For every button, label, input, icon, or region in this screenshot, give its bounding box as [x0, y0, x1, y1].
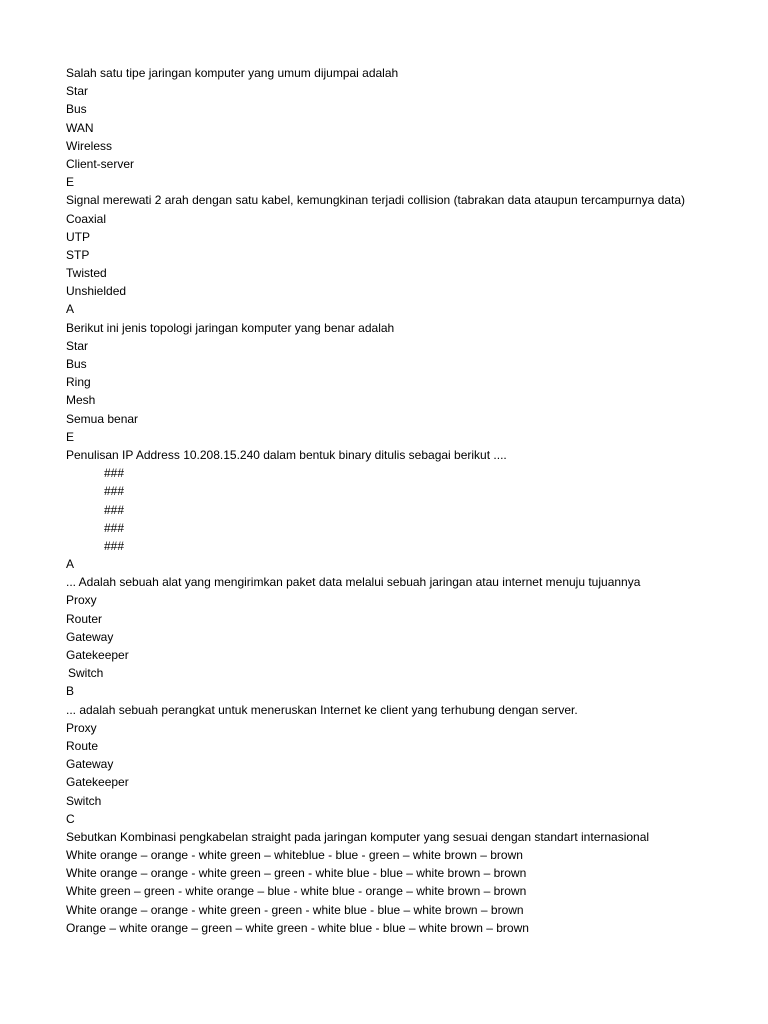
option-5e: Switch [68, 666, 104, 681]
option-2e: Unshielded [66, 284, 127, 299]
question-2: Signal merewati 2 arah dengan satu kabel, kemungkinan terjadi collision (tabrakan data ataupun tercampurnya data) [66, 193, 686, 208]
question-4: Penulisan IP Address 10.208.15.240 dalam bentuk binary ditulis sebagai berikut .... [66, 447, 507, 462]
option-2b: UTP [66, 229, 90, 244]
question-3: Berikut ini jenis topologi jaringan komputer yang benar adalah [66, 320, 395, 335]
option-3a: Star [66, 338, 89, 353]
option-5b: Router [66, 611, 103, 626]
option-1a: Star [66, 84, 89, 99]
answer-6: C [66, 811, 75, 826]
option-1d: Wireless [66, 138, 113, 153]
answer-3: E [66, 429, 75, 444]
option-3b: Bus [66, 357, 87, 371]
answer-1: E [66, 175, 75, 190]
question-5: ... Adalah sebuah alat yang mengirimkan paket data melalui sebuah jaringan atau internet menuju tujuannya [66, 575, 641, 590]
question-6: ... adalah sebuah perangkat untuk meneruskan Internet ke client yang terhubung dengan server. [66, 702, 578, 717]
option-1e: Client-server [66, 156, 135, 171]
option-2c: STP [66, 247, 90, 262]
answer-4: A [66, 557, 75, 572]
option-7d: White orange – orange - white green - green - white blue - blue – white brown – brown [66, 902, 524, 917]
option-1c: WAN [66, 120, 94, 135]
question-1: Salah satu tipe jaringan komputer yang umum dijumpai adalah [66, 66, 399, 80]
option-7a: White orange – orange - white green – whiteblue - blue - green – white brown – brown [66, 848, 523, 863]
option-6a: Proxy [66, 720, 97, 735]
option-1b: Bus [66, 102, 87, 117]
option-2a: Coaxial [66, 211, 107, 226]
option-4c: ### [104, 502, 125, 517]
option-6b: Route [66, 738, 99, 753]
option-7b: White orange – orange - white green – green - white blue - blue – white brown – brown [66, 866, 527, 881]
option-5c: Gateway [66, 629, 114, 644]
option-4e: ### [104, 538, 125, 553]
option-7c: White green – green - white orange – blue - white blue - orange – white brown – brown [66, 884, 527, 899]
option-3d: Mesh [66, 393, 96, 408]
option-5a: Proxy [66, 593, 97, 608]
answer-2: A [66, 302, 75, 317]
document-body [66, 64, 688, 937]
option-3e: Semua benar [66, 411, 139, 426]
option-5d: Gatekeeper [66, 648, 129, 662]
question-7: Sebutkan Kombinasi pengkabelan straight pada jaringan komputer yang sesuai dengan standart internasional [66, 829, 650, 844]
option-3c: Ring [66, 375, 91, 390]
option-6c: Gateway [66, 757, 114, 772]
option-2d: Twisted [66, 266, 107, 281]
option-7e: Orange – white orange – green – white green - white blue - blue – white brown – brown [66, 920, 529, 935]
option-4b: ### [104, 484, 125, 499]
option-6d: Gatekeeper [66, 775, 129, 790]
option-4a: ### [104, 466, 125, 481]
answer-5: B [66, 684, 75, 699]
option-6e: Switch [66, 793, 102, 808]
option-4d: ### [104, 520, 125, 535]
